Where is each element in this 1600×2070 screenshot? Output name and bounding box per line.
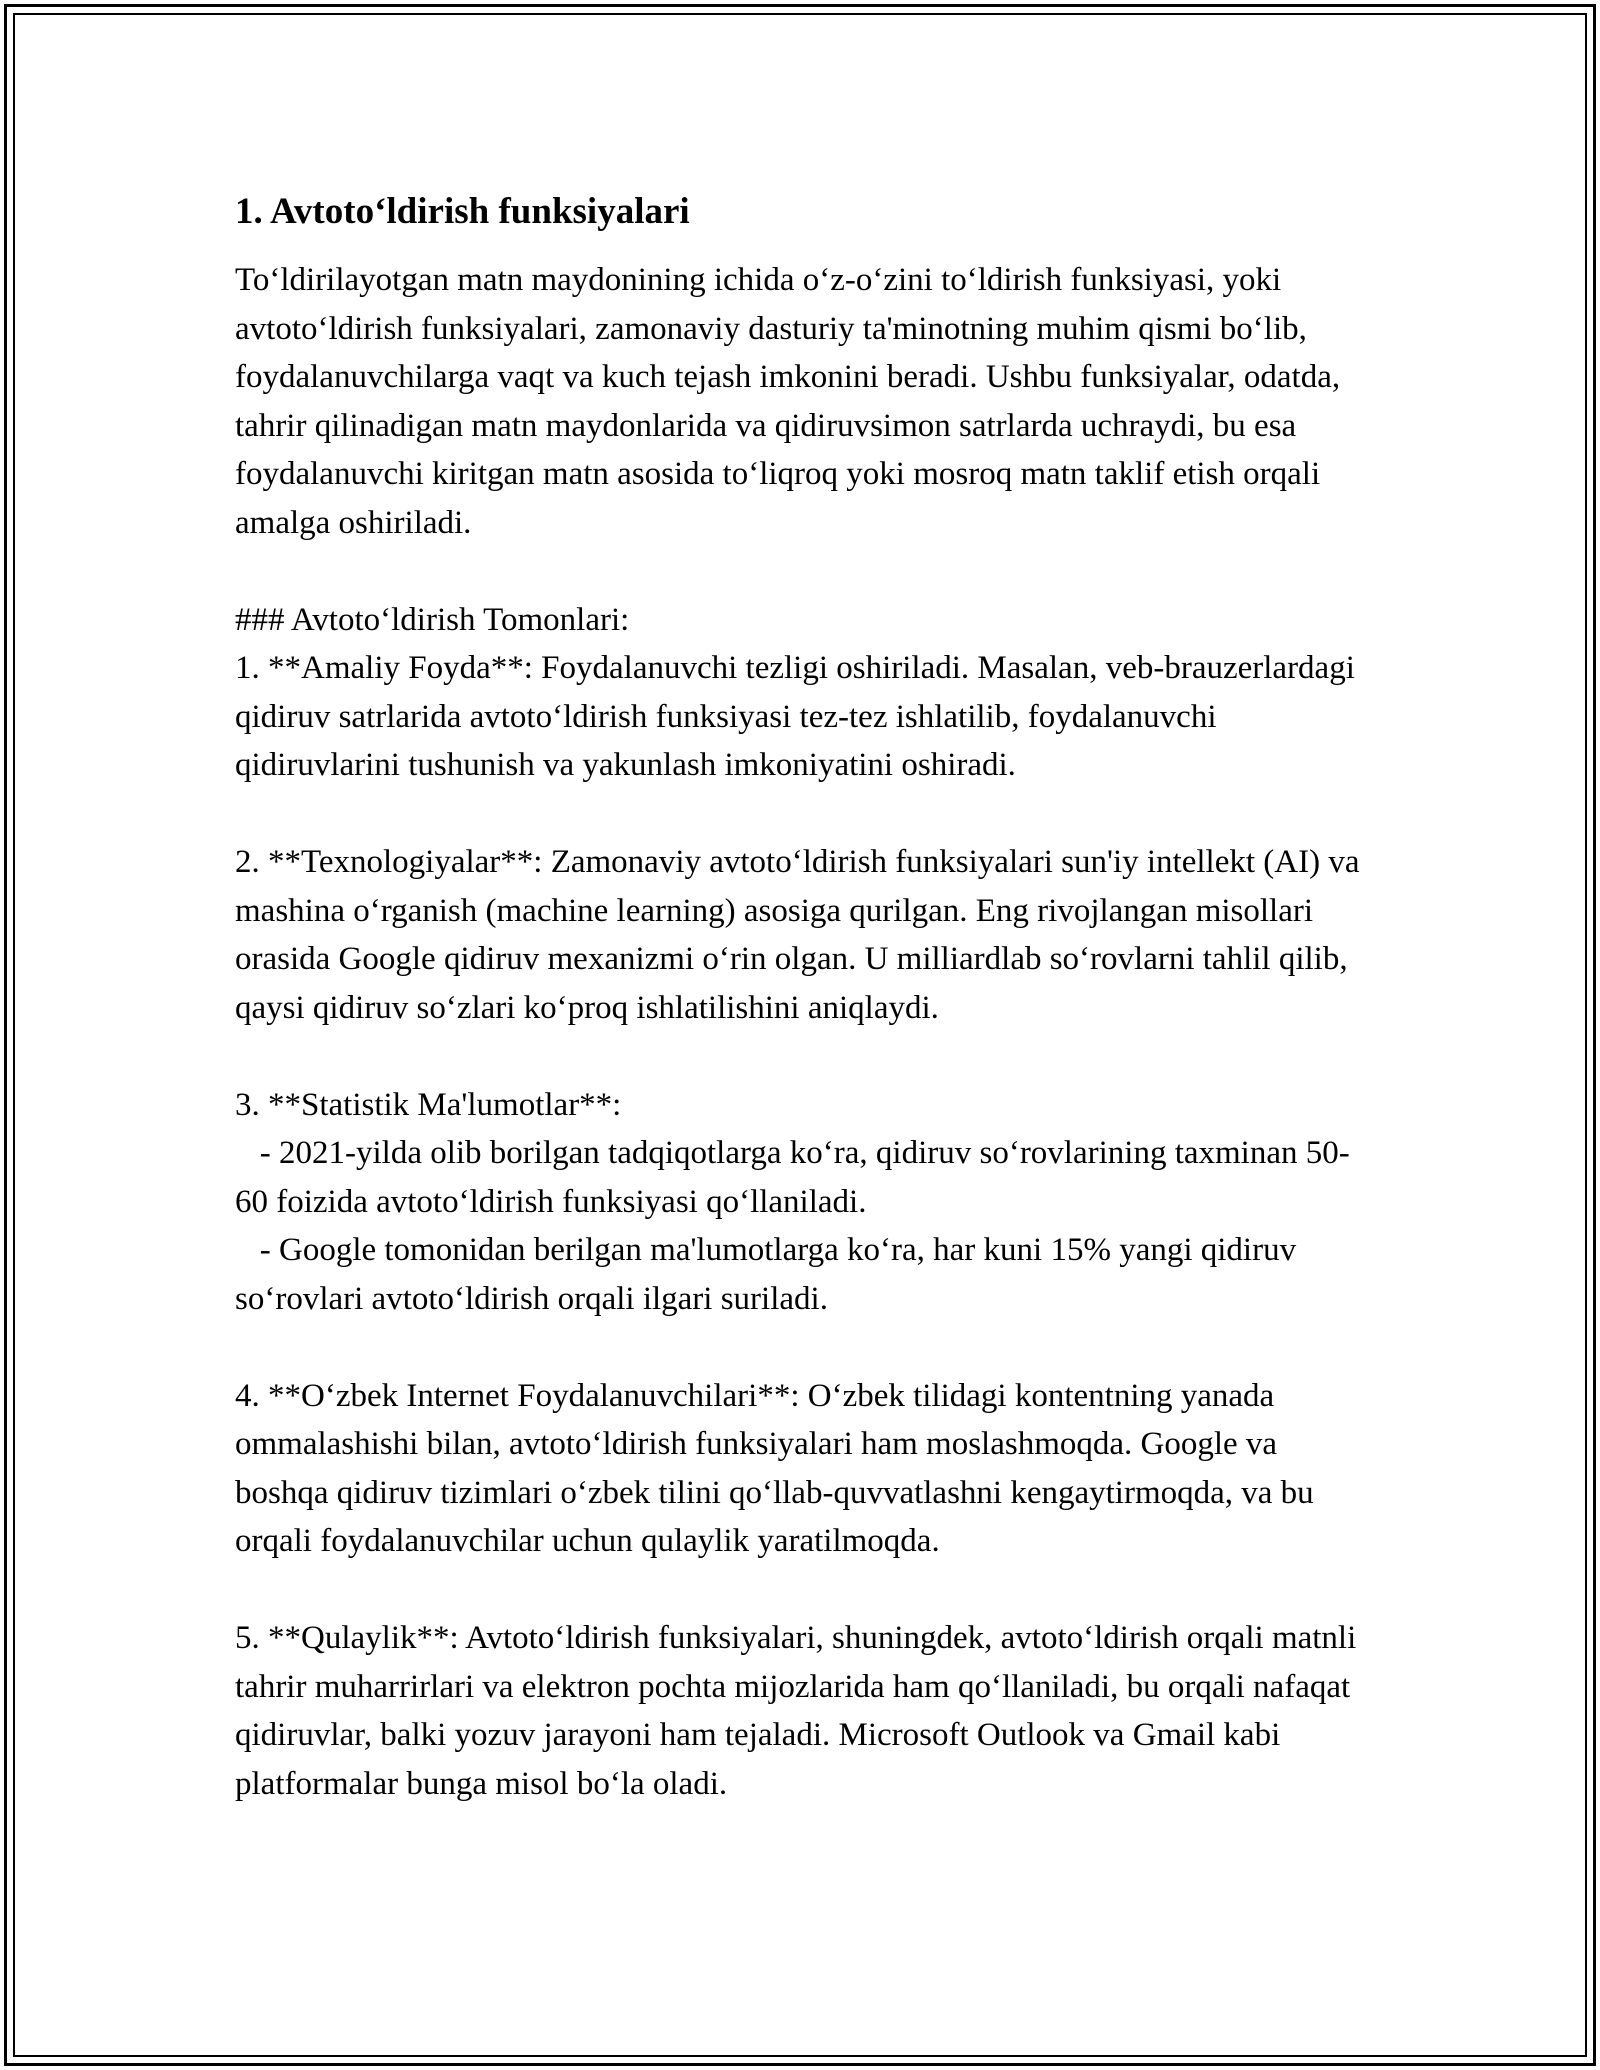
section-heading: ### Avtoto‘ldirish Tomonlari: xyxy=(235,601,630,638)
list-item-3-bullet-1: - 2021-yilda olib borilgan tadqiqotlarga ko‘ra, qidiruv so‘rovlarining taxminan 50-60 foizida avtoto‘ldirish funksiyasi qo‘llaniladi. xyxy=(235,1135,1350,1220)
intro-paragraph: To‘ldirilayotgan matn maydonining ichida o‘z-o‘zini to‘ldirish funksiyasi, yoki avtoto‘ldirish funksiyalari, zamonaviy dasturiy ta'minotning muhim qismi bo‘lib, foydalanuvchilarga vaqt va kuch tejash imkonini beradi. Ushbu funksiyalar, odatda, tahrir qilinadigan matn maydonlarida va qidiruvsimon satrlarda uchraydi, bu esa foydalanuvchi kiritgan matn asosida to‘liqroq yoki mosroq matn taklif etish orqali amalga oshiriladi. xyxy=(235,262,1349,541)
document-body xyxy=(235,188,1375,1808)
list-item-3-title: 3. **Statistik Ma'lumotlar**: xyxy=(235,1086,622,1123)
list-item-1: 1. **Amaliy Foyda**: Foydalanuvchi tezligi oshiriladi. Masalan, veb-brauzerlardagi qidiruv satrlarida avtoto‘ldirish funksiyasi tez-tez ishlatilib, foydalanuvchi qidiruvlarini tushunish va yakunlash imkoniyatini oshiradi. xyxy=(235,650,1364,783)
list-item-2: 2. **Texnologiyalar**: Zamonaviy avtoto‘ldirish funksiyalari sun'iy intellekt (AI) va mashina o‘rganish (machine learning) asosiga qurilgan. Eng rivojlangan misollari orasida Google qidiruv mexanizmi o‘rin olgan. U milliardlab so‘rovlarni tahlil qilib, qaysi qidiruv so‘zlari ko‘proq ishlatilishini aniqlaydi. xyxy=(235,844,1368,1026)
list-item-3-bullet-2: - Google tomonidan berilgan ma'lumotlarga ko‘ra, har kuni 15% yangi qidiruv so‘rovlari avtoto‘ldirish orqali ilgari suriladi. xyxy=(235,1232,1305,1317)
list-item-5: 5. **Qulaylik**: Avtoto‘ldirish funksiyalari, shuningdek, avtoto‘ldirish orqali matnli tahrir muharrirlari va elektron pochta mijozlarida ham qo‘llaniladi, bu orqali nafaqat qidiruvlar, balki yozuv jarayoni ham tejaladi. Microsoft Outlook va Gmail kabi platformalar bunga misol bo‘la oladi. xyxy=(235,1620,1365,1802)
document-heading: 1. Avtoto‘ldirish funksiyalari xyxy=(235,191,690,232)
list-item-4: 4. **O‘zbek Internet Foydalanuvchilari**: O‘zbek tilidagi kontentning yanada ommalashishi bilan, avtoto‘ldirish funksiyalari ham moslashmoqda. Google va boshqa qidiruv tizimlari o‘zbek tilini qo‘llab-quvvatlashni kengaytirmoqda, va bu orqali foydalanuvchilar uchun qulaylik yaratilmoqda. xyxy=(235,1377,1322,1559)
